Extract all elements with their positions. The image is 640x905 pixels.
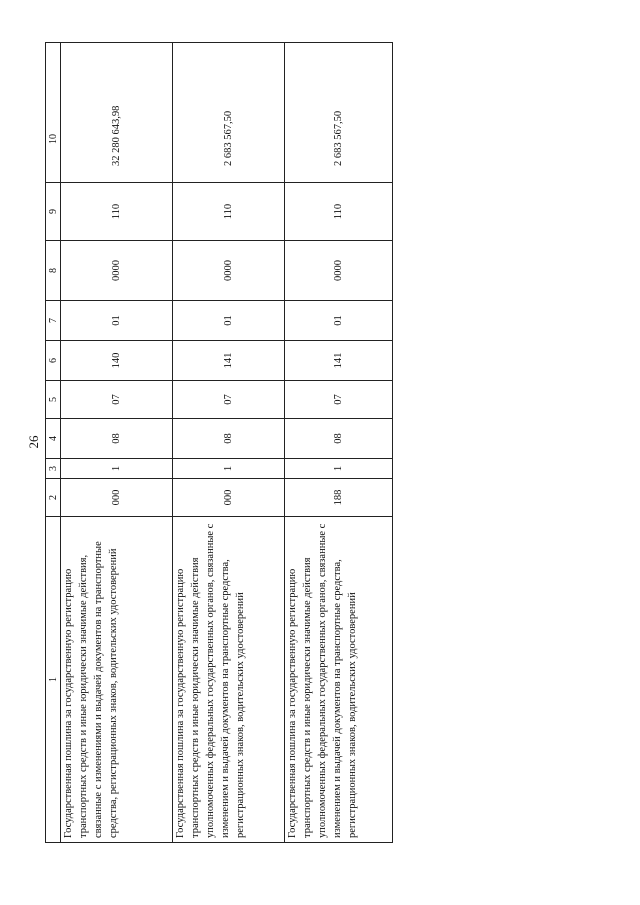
header-cell-5: 5	[46, 381, 61, 419]
row-code-4: 08	[285, 419, 393, 459]
header-cell-2: 2	[46, 479, 61, 517]
header-cell-10: 10	[46, 43, 61, 183]
row-amount: 32 280 643,98	[61, 43, 173, 183]
table-row	[173, 43, 285, 843]
page-number: 26	[26, 435, 41, 449]
row-code-8: 0000	[173, 241, 285, 301]
header-row	[46, 43, 61, 843]
row-code-3: 1	[173, 459, 285, 479]
row-code-6: 141	[285, 341, 393, 381]
header-cell-8: 8	[46, 241, 61, 301]
header-cell-9: 9	[46, 183, 61, 241]
row-description: Государственная пошлина за государственную регистрацию транспортных средств и иные юридически значимые действия уполномоченных федеральных государственных органов, связанные с изменением и выдачей документов на транспортные средства, регистрационных знаков, водительских удостоверений	[173, 517, 285, 843]
row-code-8: 0000	[285, 241, 393, 301]
header-cell-4: 4	[46, 419, 61, 459]
table-row	[285, 43, 393, 843]
header-cell-3: 3	[46, 459, 61, 479]
row-code-3: 1	[61, 459, 173, 479]
table-row	[61, 43, 173, 843]
row-code-4: 08	[61, 419, 173, 459]
row-description: Государственная пошлина за государственную регистрацию транспортных средств и иные юридически значимые действия уполномоченных федеральных государственных органов, связанные с изменением и выдачей документов на транспортные средства, регистрационных знаков, водительских удостоверений	[285, 517, 393, 843]
row-amount: 2 683 567,50	[173, 43, 285, 183]
header-cell-6: 6	[46, 341, 61, 381]
row-code-5: 07	[61, 381, 173, 419]
revenue-table	[45, 42, 393, 843]
row-amount: 2 683 567,50	[285, 43, 393, 183]
row-code-7: 01	[173, 301, 285, 341]
rotated-table-container	[45, 43, 391, 843]
row-code-8: 0000	[61, 241, 173, 301]
header-cell-1: 1	[46, 517, 61, 843]
header-cell-7: 7	[46, 301, 61, 341]
row-code-3: 1	[285, 459, 393, 479]
row-code-4: 08	[173, 419, 285, 459]
row-code-6: 140	[61, 341, 173, 381]
row-code-7: 01	[61, 301, 173, 341]
row-code-9: 110	[61, 183, 173, 241]
row-code-2: 188	[285, 479, 393, 517]
row-code-9: 110	[285, 183, 393, 241]
row-code-2: 000	[61, 479, 173, 517]
row-code-5: 07	[173, 381, 285, 419]
row-code-6: 141	[173, 341, 285, 381]
row-code-5: 07	[285, 381, 393, 419]
row-code-2: 000	[173, 479, 285, 517]
row-description: Государственная пошлина за государственную регистрацию транспортных средств и иные юридически значимые действия, связанные с изменениями и выдачей документов на транспортные средства, регистрационных знаков, водительских удостоверений	[61, 517, 173, 843]
row-code-7: 01	[285, 301, 393, 341]
table-wrapper	[45, 43, 391, 843]
row-code-9: 110	[173, 183, 285, 241]
